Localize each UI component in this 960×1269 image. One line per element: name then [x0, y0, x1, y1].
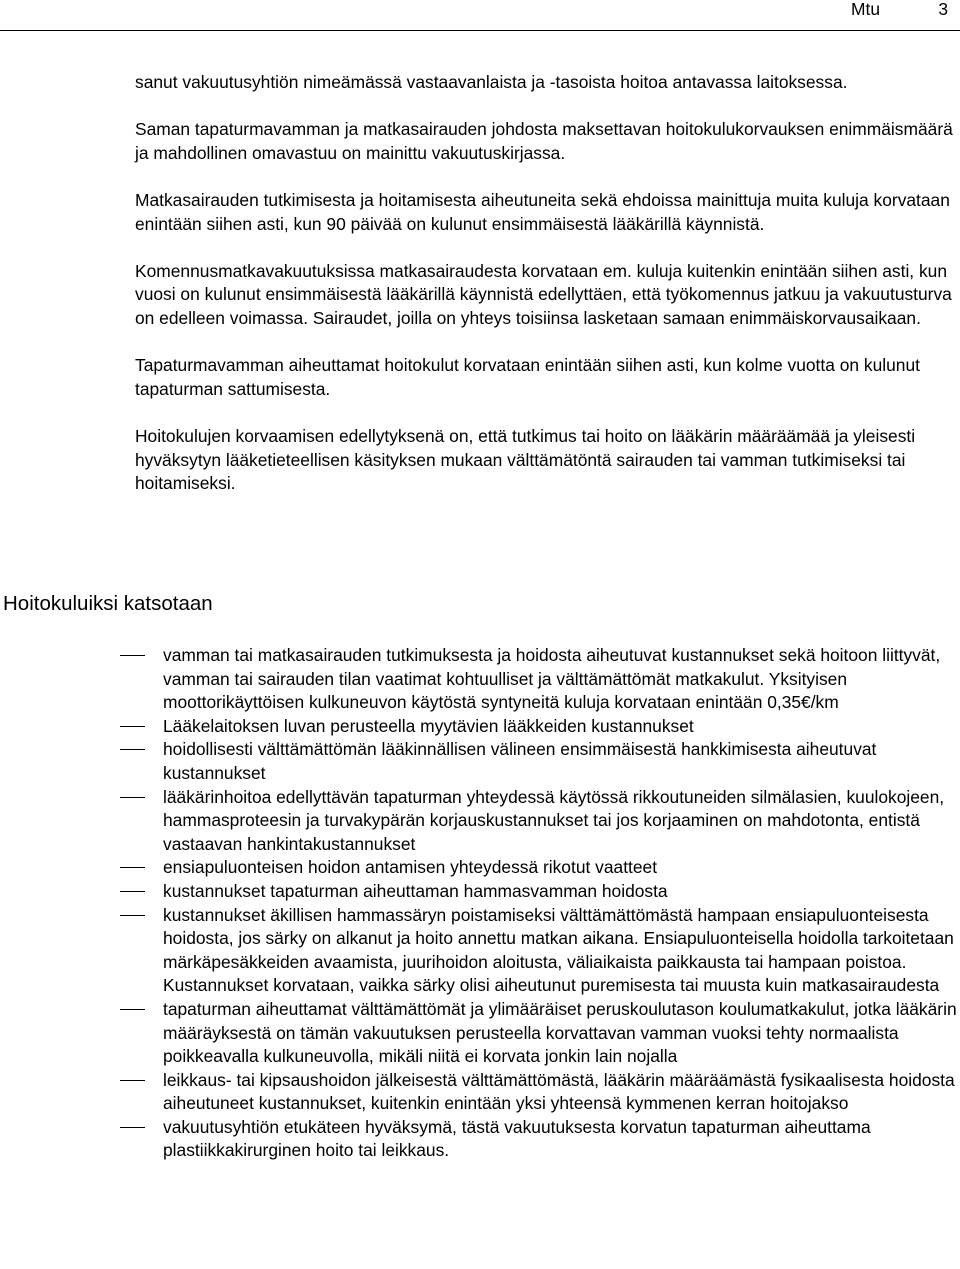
list-item-text: tapaturman aiheuttamat välttämättömät ja ylimääräiset peruskoulutason koulumatkakulut, jotka lääkärin määräyksestä on tämän vakuutuksen perusteella korvattavan vamman vuoksi tehty normaalista poikkeavalla kulkuneuvolla, mikäli niitä ei korvata jonkin lain nojalla [163, 998, 957, 1067]
header-divider [0, 30, 960, 31]
dash-bullet [120, 867, 145, 868]
dash-bullet [120, 655, 145, 656]
list-item-text: Lääkelaitoksen luvan perusteella myytävien lääkkeiden kustannukset [163, 715, 694, 736]
dash-bullet [120, 1127, 145, 1128]
paragraph: Hoitokulujen korvaamisen edellytyksenä on, että tutkimus tai hoito on lääkärin määräämää ja yleisesti hyväksytyn lääketieteellisen käsityksen mukaan välttämätöntä sairauden tai vamman tutkimiseksi tai hoitamiseksi. [135, 425, 916, 494]
list-item [120, 644, 960, 715]
list-item [120, 1069, 960, 1116]
list-item-text: kustannukset äkillisen hammassäryn poistamiseksi välttämättömästä hampaan ensiapuluonteisesta hoidosta, jos särky on alkanut ja hoito annettu matkan aikana. Ensiapuluonteisella hoidolla tarkoitetaan märkäpesäkkeiden avaamista, juurihoidon aloitusta, väliaikaista paikkausta tai hampaan poistoa. Kustannukset korvataan, vaikka särky olisi aiheutunut puremisesta tai muusta kuin matkasairaudesta [163, 904, 954, 996]
list-item-text: lääkärinhoitoa edellyttävän tapaturman yhteydessä käytössä rikkoutuneiden silmälasien, kuulokojeen, hammasproteesin ja turvakypärän korjauskustannukset tai jos korjaaminen on mahdotonta, entistä vastaavan hankintakustannukset [163, 786, 945, 854]
document-title: Mtu [851, 0, 880, 19]
paragraph: Matkasairauden tutkimisesta ja hoitamisesta aiheutuneita sekä ehdoissa mainittuja muita kuluja korvataan enintään siihen asti, kun 90 päivää on kulunut ensimmäisestä lääkärillä käynnistä. [135, 189, 950, 234]
main-text [135, 71, 955, 519]
list-item [120, 738, 960, 785]
list-item-text: vakuutusyhtiön etukäteen hyväksymä, tästä vakuutuksesta korvatun tapaturman aiheuttama plastiikkakirurginen hoito tai leikkaus. [163, 1116, 871, 1161]
list-item-text: hoidollisesti välttämättömän lääkinnällisen välineen ensimmäisestä hankkimisesta aiheutuvat kustannukset [163, 739, 877, 783]
list-item [120, 856, 960, 880]
paragraph: sanut vakuutusyhtiön nimeämässä vastaavanlaista ja -tasoista hoitoa antavassa laitoksessa. [135, 72, 848, 92]
list-item [120, 904, 960, 998]
page-number: 3 [938, 0, 948, 19]
paragraph: Saman tapaturmavamman ja matkasairauden johdosta maksettavan hoitokulukorvauksen enimmäismäärä ja mahdollinen omavastuu on mainittu vakuutuskirjassa. [135, 119, 953, 163]
list-item [120, 998, 960, 1069]
section-heading: Hoitokuluiksi katsotaan [3, 592, 213, 615]
dash-bullet [120, 891, 145, 892]
list-item [120, 880, 960, 904]
hoitokulut-list [120, 644, 960, 1163]
list-item [120, 715, 960, 739]
paragraph: Tapaturmavamman aiheuttamat hoitokulut korvataan enintään siihen asti, kun kolme vuotta on kulunut tapaturman sattumisesta. [135, 355, 920, 399]
dash-bullet [120, 915, 145, 916]
dash-bullet [120, 726, 145, 727]
list-item-text: kustannukset tapaturman aiheuttaman hammasvamman hoidosta [163, 880, 668, 901]
list-item [120, 1116, 960, 1163]
page-header [0, 0, 960, 24]
list-item-text: leikkaus- tai kipsaushoidon jälkeisestä välttämättömästä, lääkärin määräämästä fysikaalisesta hoidosta aiheutuneet kustannukset, kuitenkin enintään yksi yhteensä kymmenen kerran hoitojakso [163, 1069, 955, 1114]
dash-bullet [120, 797, 145, 798]
dash-bullet [120, 1009, 145, 1010]
dash-bullet [120, 749, 145, 750]
list-item-text: vamman tai matkasairauden tutkimuksesta ja hoidosta aiheutuvat kustannukset sekä hoitoon liittyvät, vamman tai sairauden tilan vaatimat kohtuulliset ja välttämättömät matkakulut. Yksityisen moottorikäyttöisen kulkuneuvon käytöstä syntyneitä kuluja korvataan enintään 0,35€/km [163, 645, 941, 713]
list-item-text: ensiapuluonteisen hoidon antamisen yhteydessä rikotut vaatteet [163, 857, 658, 878]
list-item [120, 786, 960, 857]
paragraph: Komennusmatkavakuutuksissa matkasairaudesta korvataan em. kuluja kuitenkin enintään siihen asti, kun vuosi on kulunut ensimmäisestä lääkärillä käynnistä edellyttäen, että työkomennus jatkuu ja vakuutusturva on edelleen voimassa. Sairaudet, joilla on yhteys toisiinsa lasketaan samaan enimmäiskorvausaikaan. [135, 260, 952, 328]
dash-bullet [120, 1080, 145, 1081]
